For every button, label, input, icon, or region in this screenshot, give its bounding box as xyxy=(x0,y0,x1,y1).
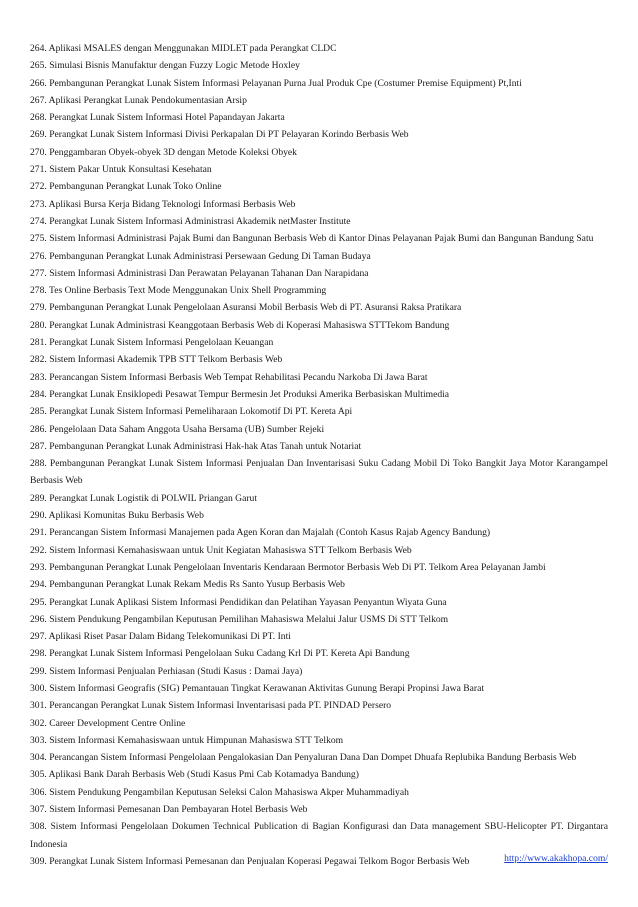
list-item: 294. Pembangunan Perangkat Lunak Rekam Medis Rs Santo Yusup Berbasis Web xyxy=(30,579,345,591)
list-item: 275. Sistem Informasi Administrasi Pajak Bumi dan Bangunan Berbasis Web di Kantor Dinas Pelayanan Pajak Bumi dan Bangunan Bandung Satu xyxy=(30,233,594,245)
list-item: 293. Pembangunan Perangkat Lunak Pengelolaan Inventaris Kendaraan Bermotor Berbasis Web Di PT. Telkom Area Pelayanan Jambi xyxy=(30,561,546,573)
list-item: 280. Perangkat Lunak Administrasi Keanggotaan Berbasis Web di Koperasi Mahasiswa STTTekom Bandung xyxy=(30,319,450,331)
list-item: 271. Sistem Pakar Untuk Konsultasi Kesehatan xyxy=(30,164,212,176)
list-item: 282. Sistem Informasi Akademik TPB STT Telkom Berbasis Web xyxy=(30,354,283,366)
list-item: 302. Career Development Centre Online xyxy=(30,717,186,729)
list-item: 264. Aplikasi MSALES dengan Menggunakan MIDLET pada Perangkat CLDC xyxy=(30,43,337,54)
list-item: 305. Aplikasi Bank Darah Berbasis Web (Studi Kasus Pmi Cab Kotamadya Bandung) xyxy=(30,769,359,781)
list-item: 303. Sistem Informasi Kemahasiswaan untuk Himpunan Mahasiswa STT Telkom xyxy=(30,734,344,746)
list-item: 295. Perangkat Lunak Aplikasi Sistem Informasi Pendidikan dan Pelatihan Yayasan Penyantun Wiyata Guna xyxy=(30,596,447,608)
list-item: 279. Pembangunan Perangkat Lunak Pengelolaan Asuransi Mobil Berbasis Web di PT. Asuransi Raksa Pratikara xyxy=(30,302,462,314)
document-body xyxy=(30,40,608,870)
list-item: 278. Tes Online Berbasis Text Mode Menggunakan Unix Shell Programming xyxy=(30,285,327,297)
list-item: 300. Sistem Informasi Geografis (SIG) Pemantauan Tingkat Kerawanan Aktivitas Gunung Berapi Propinsi Jawa Barat xyxy=(30,682,485,694)
list-item: 301. Perancangan Perangkat Lunak Sistem Informasi Inventarisasi pada PT. PINDAD Persero xyxy=(30,700,392,712)
list-item: 297. Aplikasi Riset Pasar Dalam Bidang Telekomunikasi Di PT. Inti xyxy=(30,631,291,643)
list-item: 266. Pembangunan Perangkat Lunak Sistem Informasi Pelayanan Purna Jual Produk Cpe (Costumer Premise Equipment) Pt,Inti xyxy=(30,77,522,89)
list-item: 291. Perancangan Sistem Informasi Manajemen pada Agen Koran dan Majalah (Contoh Kasus Rajab Agency Bandung) xyxy=(30,527,491,539)
list-item: 286. Pengelolaan Data Saham Anggota Usaha Bersama (UB) Sumber Rejeki xyxy=(30,423,325,435)
list-item: 287. Pembangunan Perangkat Lunak Administrasi Hak-hak Atas Tanah untuk Notariat xyxy=(30,440,362,452)
list-item: 273. Aplikasi Bursa Kerja Bidang Teknologi Informasi Berbasis Web xyxy=(30,198,296,210)
list-item: 309. Perangkat Lunak Sistem Informasi Pemesanan dan Penjualan Koperasi Pegawai Telkom Bogor Berbasis Web xyxy=(30,855,470,867)
list-item: 274. Perangkat Lunak Sistem Informasi Administrasi Akademik netMaster Institute xyxy=(30,215,351,227)
list-item: 308. Sistem Informasi Pengelolaan Dokumen Technical Publication di Bagian Konfigurasi dan Data management SBU-Helicopter PT. Dirgantara Indonesia xyxy=(30,821,608,850)
list-item: 276. Pembangunan Perangkat Lunak Administrasi Persewaan Gedung Di Taman Budaya xyxy=(30,250,371,262)
list-item: 298. Perangkat Lunak Sistem Informasi Pengelolaan Suku Cadang Krl Di PT. Kereta Api Bandung xyxy=(30,648,410,660)
list-item: 281. Perangkat Lunak Sistem Informasi Pengelolaan Keuangan xyxy=(30,337,274,349)
list-item: 269. Perangkat Lunak Sistem Informasi Divisi Perkapalan Di PT Pelayaran Korindo Berbasis Web xyxy=(30,129,409,141)
list-item: 270. Penggambaran Obyek-obyek 3D dengan Metode Koleksi Obyek xyxy=(30,146,297,158)
list-item: 299. Sistem Informasi Penjualan Perhiasan (Studi Kasus : Damai Jaya) xyxy=(30,665,303,677)
list-item: 283. Perancangan Sistem Informasi Berbasis Web Tempat Rehabilitasi Pecandu Narkoba Di Jawa Barat xyxy=(30,371,428,383)
list-item: 292. Sistem Informasi Kemahasiswaan untuk Unit Kegiatan Mahasiswa STT Telkom Berbasis Web xyxy=(30,544,412,556)
list-item: 289. Perangkat Lunak Logistik di POLWIL Priangan Garut xyxy=(30,492,258,504)
list-item: 307. Sistem Informasi Pemesanan Dan Pembayaran Hotel Berbasis Web xyxy=(30,804,308,816)
list-item: 267. Aplikasi Perangkat Lunak Pendokumentasian Arsip xyxy=(30,94,247,106)
list-item: 265. Simulasi Bisnis Manufaktur dengan Fuzzy Logic Metode Hoxley xyxy=(30,60,300,72)
list-item: 284. Perangkat Lunak Ensiklopedi Pesawat Tempur Bermesin Jet Produksi Amerika Berbasiskan Multimedia xyxy=(30,388,450,400)
footer-website-link[interactable]: http://www.akakhopa.com/ xyxy=(504,853,608,864)
list-item: 268. Perangkat Lunak Sistem Informasi Hotel Papandayan Jakarta xyxy=(30,112,285,124)
list-item: 290. Aplikasi Komunitas Buku Berbasis Web xyxy=(30,510,204,522)
list-item: 296. Sistem Pendukung Pengambilan Keputusan Pemilihan Mahasiswa Melalui Jalur USMS Di STT Telkom xyxy=(30,613,449,625)
list-item: 288. Pembangunan Perangkat Lunak Sistem Informasi Penjualan Dan Inventarisasi Suku Cadang Mobil Di Toko Bangkit Jaya Motor Karangampel Berbasis Web xyxy=(30,458,608,487)
list-item: 285. Perangkat Lunak Sistem Informasi Pemeliharaan Lokomotif Di PT. Kereta Api xyxy=(30,406,353,418)
list-item: 304. Perancangan Sistem Informasi Pengelolaan Pengalokasian Dan Penyaluran Dana Dan Dompet Dhuafa Replubika Bandung Berbasis Web xyxy=(30,752,577,764)
list-item: 306. Sistem Pendukung Pengambilan Keputusan Seleksi Calon Mahasiswa Akper Muhammadiyah xyxy=(30,786,409,798)
list-item: 272. Pembangunan Perangkat Lunak Toko Online xyxy=(30,181,222,193)
list-item: 277. Sistem Informasi Administrasi Dan Perawatan Pelayanan Tahanan Dan Narapidana xyxy=(30,267,369,279)
